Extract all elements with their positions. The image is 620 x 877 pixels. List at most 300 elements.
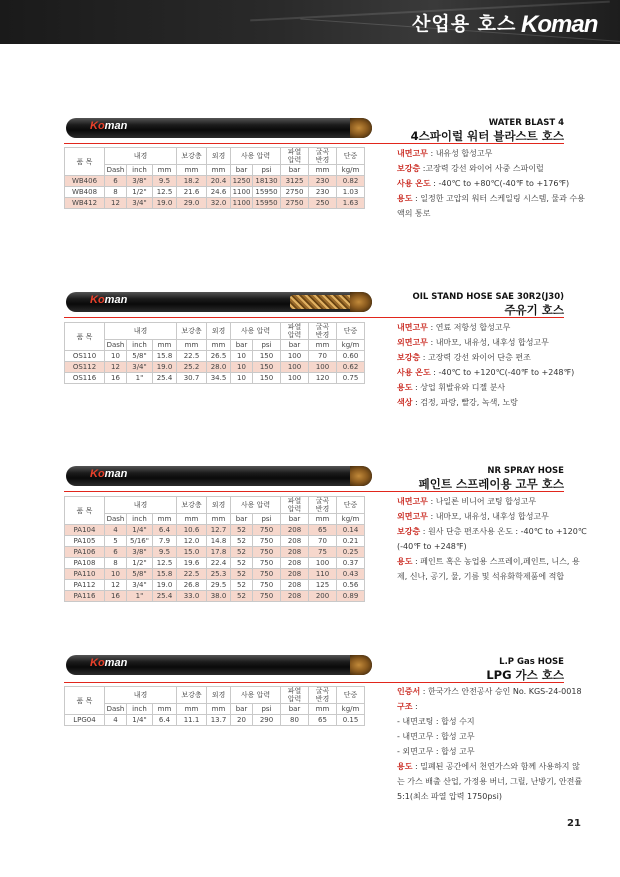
description-text: : — [412, 702, 418, 711]
table-cell: 750 — [253, 558, 281, 569]
table-cell: OS112 — [65, 362, 105, 373]
table-cell: 6 — [105, 176, 127, 187]
table-cell: 10 — [105, 569, 127, 580]
table-cell: 1" — [127, 591, 153, 602]
table-cell: 3/8" — [127, 176, 153, 187]
brand-logo: Koman — [521, 11, 598, 38]
table-cell: 19.6 — [177, 558, 207, 569]
table-cell: 2750 — [281, 187, 309, 198]
table-cell: 12 — [105, 580, 127, 591]
column-header: 품 목 — [65, 148, 105, 176]
table-cell: 4 — [105, 715, 127, 726]
table-row — [65, 373, 365, 384]
column-header: 단중 — [337, 687, 365, 704]
table-cell: 22.5 — [177, 351, 207, 362]
table-cell: 750 — [253, 591, 281, 602]
description-line — [397, 320, 587, 335]
table-cell: 6 — [105, 547, 127, 558]
unit-header: psi — [253, 165, 281, 176]
table-cell: 26.8 — [177, 580, 207, 591]
table-cell: 250 — [309, 198, 337, 209]
table-cell: 32.0 — [207, 198, 231, 209]
unit-header: mm — [177, 340, 207, 351]
table-cell: 208 — [281, 569, 309, 580]
table-cell: 8 — [105, 187, 127, 198]
table-cell: 0.89 — [337, 591, 365, 602]
table-row — [65, 198, 365, 209]
description-text: : 나일론 비니어 코팅 합성고무 — [427, 497, 537, 506]
column-header: 보강층 — [177, 687, 207, 704]
column-header: 굴곡 반경 — [309, 497, 337, 514]
table-cell: 52 — [231, 591, 253, 602]
table-row — [65, 591, 365, 602]
table-cell: 1.03 — [337, 187, 365, 198]
description-line — [397, 494, 587, 509]
table-cell: 230 — [309, 176, 337, 187]
table-cell: 25.2 — [177, 362, 207, 373]
unit-header: inch — [127, 165, 153, 176]
column-header: 외경 — [207, 497, 231, 514]
table-cell: 110 — [309, 569, 337, 580]
table-subheader-row — [65, 165, 365, 176]
table-cell: 200 — [309, 591, 337, 602]
table-cell: 25.4 — [153, 373, 177, 384]
table-cell: 34.5 — [207, 373, 231, 384]
unit-header: kg/m — [337, 340, 365, 351]
table-cell: 25.4 — [153, 591, 177, 602]
unit-header: mm — [309, 704, 337, 715]
table-cell: 24.6 — [207, 187, 231, 198]
description-text: - 내면코팅 : 합성 수지 — [397, 717, 475, 726]
product-name-en: OIL STAND HOSE SAE 30R2(J30) — [412, 292, 564, 302]
table-cell: 80 — [281, 715, 309, 726]
table-cell: PA116 — [65, 591, 105, 602]
description-text: : 검정, 파랑, 빨강, 녹색, 노랑 — [412, 398, 518, 407]
unit-header: mm — [177, 514, 207, 525]
column-header: 굴곡 반경 — [309, 323, 337, 340]
description-text: : 페인트 혹은 농업용 스프레이,페인트, 니스, 용제, 신나, 공기, 물, 기름 및 석유화학제품에 적합 — [397, 557, 580, 581]
hose-logo: Koman — [90, 657, 128, 669]
column-header: 품 목 — [65, 687, 105, 715]
unit-header: psi — [253, 704, 281, 715]
table-cell: 100 — [281, 362, 309, 373]
product-name-ko: 주유기 호스 — [504, 303, 564, 317]
table-cell: PA104 — [65, 525, 105, 536]
unit-header: psi — [253, 514, 281, 525]
table-cell: 52 — [231, 569, 253, 580]
table-cell: 10 — [105, 351, 127, 362]
unit-header: mm — [177, 704, 207, 715]
unit-header: mm — [207, 514, 231, 525]
unit-header: mm — [309, 165, 337, 176]
product-description — [397, 146, 587, 221]
table-cell: 12 — [105, 362, 127, 373]
unit-header: mm — [309, 340, 337, 351]
table-cell: 19.0 — [153, 580, 177, 591]
unit-header: mm — [153, 340, 177, 351]
description-line — [397, 365, 587, 380]
description-label: 내면고무 — [397, 323, 428, 332]
table-cell: 10 — [231, 373, 253, 384]
hose-logo: Koman — [90, 468, 128, 480]
table-cell: 750 — [253, 547, 281, 558]
spec-table — [64, 496, 365, 602]
unit-header: mm — [153, 514, 177, 525]
table-cell: 0.43 — [337, 569, 365, 580]
table-cell: 12.5 — [153, 558, 177, 569]
table-cell: 0.14 — [337, 525, 365, 536]
column-header: 내경 — [105, 323, 177, 340]
table-cell: 75 — [309, 547, 337, 558]
column-header: 단중 — [337, 148, 365, 165]
description-label: 용도 — [397, 194, 413, 203]
unit-header: kg/m — [337, 514, 365, 525]
page-header — [0, 0, 620, 44]
description-label: 용도 — [397, 557, 413, 566]
table-cell: 12 — [105, 198, 127, 209]
table-cell: 15950 — [253, 198, 281, 209]
description-line — [397, 524, 587, 554]
description-label: 보강층 — [397, 164, 421, 173]
table-cell: 150 — [253, 351, 281, 362]
table-cell: OS116 — [65, 373, 105, 384]
hose-image — [66, 466, 372, 486]
description-label: 색상 — [397, 398, 413, 407]
column-header: 내경 — [105, 148, 177, 165]
description-label: 보강층 — [397, 527, 421, 536]
table-cell: PA106 — [65, 547, 105, 558]
column-header: 내경 — [105, 687, 177, 704]
table-cell: 12.7 — [207, 525, 231, 536]
table-cell: 70 — [309, 351, 337, 362]
table-cell: 0.15 — [337, 715, 365, 726]
table-cell: 0.75 — [337, 373, 365, 384]
unit-header: Dash — [105, 340, 127, 351]
unit-header: mm — [153, 704, 177, 715]
product-name-ko: LPG 가스 호스 — [486, 668, 564, 682]
table-cell: 750 — [253, 569, 281, 580]
table-cell: 1/2" — [127, 558, 153, 569]
description-line — [397, 395, 587, 410]
column-header: 외경 — [207, 148, 231, 165]
table-cell: 12.5 — [153, 187, 177, 198]
unit-header: bar — [231, 514, 253, 525]
description-line — [397, 191, 587, 221]
table-cell: PA112 — [65, 580, 105, 591]
description-line — [397, 699, 587, 714]
table-cell: 230 — [309, 187, 337, 198]
hose-image — [66, 292, 372, 312]
table-subheader-row — [65, 704, 365, 715]
table-cell: 15.0 — [177, 547, 207, 558]
spec-table — [64, 147, 365, 209]
table-cell: 150 — [253, 373, 281, 384]
column-header: 품 목 — [65, 497, 105, 525]
table-cell: 29.0 — [177, 198, 207, 209]
description-label: 보강층 — [397, 353, 421, 362]
unit-header: inch — [127, 514, 153, 525]
table-cell: 0.56 — [337, 580, 365, 591]
divider — [64, 682, 564, 683]
table-row — [65, 362, 365, 373]
column-header: 굴곡 반경 — [309, 687, 337, 704]
table-cell: 208 — [281, 547, 309, 558]
hose-image — [66, 118, 372, 138]
description-label: 외면고무 — [397, 512, 428, 521]
table-cell: 125 — [309, 580, 337, 591]
description-label: 내면고무 — [397, 497, 428, 506]
description-text: : 연료 저항성 합성고무 — [427, 323, 511, 332]
column-header: 사용 압력 — [231, 687, 281, 704]
column-header: 내경 — [105, 497, 177, 514]
table-cell: 10 — [231, 351, 253, 362]
table-header-row — [65, 148, 365, 165]
table-cell: 20.4 — [207, 176, 231, 187]
table-cell: 12.0 — [177, 536, 207, 547]
description-label: 용도 — [397, 383, 413, 392]
column-header: 파열 압력 — [281, 497, 309, 514]
table-cell: 208 — [281, 591, 309, 602]
table-cell: 1250 — [231, 176, 253, 187]
divider — [64, 143, 564, 144]
table-cell: 290 — [253, 715, 281, 726]
description-text: : -40℃ to +80℃(-40℉ to +176℉) — [430, 179, 570, 188]
table-cell: 208 — [281, 580, 309, 591]
column-header: 보강층 — [177, 497, 207, 514]
table-cell: PA108 — [65, 558, 105, 569]
table-cell: 19.0 — [153, 362, 177, 373]
description-line — [397, 714, 587, 729]
table-cell: 0.25 — [337, 547, 365, 558]
table-cell: 1/4" — [127, 715, 153, 726]
description-line — [397, 176, 587, 191]
description-line — [397, 146, 587, 161]
column-header: 보강층 — [177, 148, 207, 165]
table-cell: 70 — [309, 536, 337, 547]
description-label: 사용 온도 — [397, 179, 431, 188]
page-number: 21 — [567, 818, 581, 829]
column-header: 파열 압력 — [281, 687, 309, 704]
table-cell: 15950 — [253, 187, 281, 198]
table-cell: LPG04 — [65, 715, 105, 726]
divider — [64, 317, 564, 318]
description-text: : 원사 단층 편조사용 온도 : -40℃ to +120℃(-40℉ to +248℉) — [397, 527, 587, 551]
table-cell: WB412 — [65, 198, 105, 209]
table-cell: 52 — [231, 580, 253, 591]
table-cell: 5/8" — [127, 569, 153, 580]
description-text: - 내면고무 : 합성 고무 — [397, 732, 475, 741]
description-line — [397, 380, 587, 395]
description-text: : 내마모, 내유성, 내후성 합성고무 — [427, 512, 549, 521]
unit-header: mm — [207, 704, 231, 715]
description-line — [397, 509, 587, 524]
table-cell: 208 — [281, 525, 309, 536]
table-cell: 0.82 — [337, 176, 365, 187]
table-cell: 17.8 — [207, 547, 231, 558]
table-cell: 100 — [281, 373, 309, 384]
table-cell: 16 — [105, 373, 127, 384]
column-header: 품 목 — [65, 323, 105, 351]
column-header: 사용 압력 — [231, 497, 281, 514]
description-text: : 상업 휘발유와 디젤 분사 — [412, 383, 506, 392]
hose-image — [66, 655, 372, 675]
table-cell: 0.62 — [337, 362, 365, 373]
description-text: : 일정한 고압의 워터 스케일링 시스템, 물과 수용액의 통로 — [397, 194, 585, 218]
table-cell: 750 — [253, 525, 281, 536]
description-text: :고장력 강선 와이어 사중 스파이럴 — [420, 164, 544, 173]
description-line — [397, 684, 587, 699]
table-cell: 10.6 — [177, 525, 207, 536]
table-cell: 1/4" — [127, 525, 153, 536]
table-cell: 208 — [281, 536, 309, 547]
table-cell: 52 — [231, 558, 253, 569]
table-cell: 13.7 — [207, 715, 231, 726]
table-row — [65, 536, 365, 547]
table-cell: 2750 — [281, 198, 309, 209]
description-label: 내면고무 — [397, 149, 428, 158]
table-cell: 1" — [127, 373, 153, 384]
hose-end — [350, 466, 372, 486]
table-row — [65, 176, 365, 187]
description-text: : 밀폐된 공간에서 천연가스와 함께 사용하지 않는 가스 배출 산업, 가정용 버너, 그릴, 난방기, 안전률 5:1(최소 파열 압력 1750psi) — [397, 762, 583, 801]
unit-header: bar — [281, 704, 309, 715]
description-text: : -40℃ to +120℃(-40℉ to +248℉) — [430, 368, 575, 377]
unit-header: bar — [281, 340, 309, 351]
table-cell: 5/16" — [127, 536, 153, 547]
unit-header: mm — [207, 340, 231, 351]
hose-logo: Koman — [90, 120, 128, 132]
hose-end — [350, 292, 372, 312]
hose-end — [350, 655, 372, 675]
unit-header: Dash — [105, 704, 127, 715]
description-line — [397, 729, 587, 744]
table-cell: 52 — [231, 525, 253, 536]
page-title: 산업용 호스 — [412, 13, 517, 35]
description-label: 외면고무 — [397, 338, 428, 347]
product-name-ko: 4스파이럴 워터 블라스트 호스 — [410, 129, 564, 143]
table-cell: 3/8" — [127, 547, 153, 558]
description-line — [397, 335, 587, 350]
description-line — [397, 759, 587, 804]
table-row — [65, 187, 365, 198]
table-cell: 30.7 — [177, 373, 207, 384]
divider — [64, 491, 564, 492]
description-line — [397, 161, 587, 176]
table-cell: 100 — [309, 362, 337, 373]
column-header: 사용 압력 — [231, 148, 281, 165]
description-label: 인증서 — [397, 687, 421, 696]
description-label: 사용 온도 — [397, 368, 431, 377]
table-cell: 15.8 — [153, 351, 177, 362]
table-cell: 9.5 — [153, 547, 177, 558]
table-cell: 19.0 — [153, 198, 177, 209]
table-cell: 4 — [105, 525, 127, 536]
table-cell: 8 — [105, 558, 127, 569]
table-cell: 29.5 — [207, 580, 231, 591]
table-cell: 0.60 — [337, 351, 365, 362]
description-line — [397, 744, 587, 759]
table-cell: 120 — [309, 373, 337, 384]
unit-header: bar — [281, 514, 309, 525]
product-description — [397, 320, 587, 410]
unit-header: bar — [231, 704, 253, 715]
table-cell: 65 — [309, 525, 337, 536]
unit-header: mm — [309, 514, 337, 525]
table-row — [65, 351, 365, 362]
unit-header: Dash — [105, 514, 127, 525]
table-cell: 21.6 — [177, 187, 207, 198]
table-cell: 52 — [231, 547, 253, 558]
column-header: 파열 압력 — [281, 148, 309, 165]
table-cell: WB406 — [65, 176, 105, 187]
product-description — [397, 494, 587, 584]
table-cell: PA105 — [65, 536, 105, 547]
hose-logo: Koman — [90, 294, 128, 306]
table-cell: 26.5 — [207, 351, 231, 362]
table-cell: 3/4" — [127, 198, 153, 209]
table-cell: 33.0 — [177, 591, 207, 602]
table-cell: 65 — [309, 715, 337, 726]
table-header-row — [65, 323, 365, 340]
unit-header: mm — [207, 165, 231, 176]
table-cell: 150 — [253, 362, 281, 373]
description-text: : 내유성 합성고무 — [427, 149, 493, 158]
description-text: : 내마모, 내유성, 내후성 합성고무 — [427, 338, 549, 347]
unit-header: bar — [231, 165, 253, 176]
table-cell: 52 — [231, 536, 253, 547]
unit-header: inch — [127, 340, 153, 351]
table-subheader-row — [65, 514, 365, 525]
table-cell: 100 — [281, 351, 309, 362]
table-row — [65, 558, 365, 569]
description-text: : 고장력 강선 와이어 단층 편조 — [420, 353, 531, 362]
unit-header: Dash — [105, 165, 127, 176]
table-cell: 1100 — [231, 198, 253, 209]
table-cell: 11.1 — [177, 715, 207, 726]
table-cell: 25.3 — [207, 569, 231, 580]
product-name-en: WATER BLAST 4 — [488, 118, 564, 128]
table-cell: 20 — [231, 715, 253, 726]
column-header: 사용 압력 — [231, 323, 281, 340]
product-name-en: L.P Gas HOSE — [499, 657, 564, 667]
column-header: 외경 — [207, 687, 231, 704]
column-header: 파열 압력 — [281, 323, 309, 340]
table-cell: 15.8 — [153, 569, 177, 580]
product-description — [397, 684, 587, 804]
product-name-en: NR SPRAY HOSE — [487, 466, 564, 476]
table-row — [65, 715, 365, 726]
table-cell: PA110 — [65, 569, 105, 580]
table-cell: 1100 — [231, 187, 253, 198]
table-cell: 5 — [105, 536, 127, 547]
hose-end — [350, 118, 372, 138]
spec-table — [64, 686, 365, 726]
table-cell: 750 — [253, 536, 281, 547]
table-cell: 10 — [231, 362, 253, 373]
table-subheader-row — [65, 340, 365, 351]
table-cell: 9.5 — [153, 176, 177, 187]
table-cell: 1.63 — [337, 198, 365, 209]
table-row — [65, 580, 365, 591]
description-label: 구조 — [397, 702, 413, 711]
table-cell: 3/4" — [127, 362, 153, 373]
table-cell: 28.0 — [207, 362, 231, 373]
table-cell: 0.21 — [337, 536, 365, 547]
spec-table — [64, 322, 365, 384]
unit-header: bar — [231, 340, 253, 351]
table-row — [65, 569, 365, 580]
column-header: 보강층 — [177, 323, 207, 340]
